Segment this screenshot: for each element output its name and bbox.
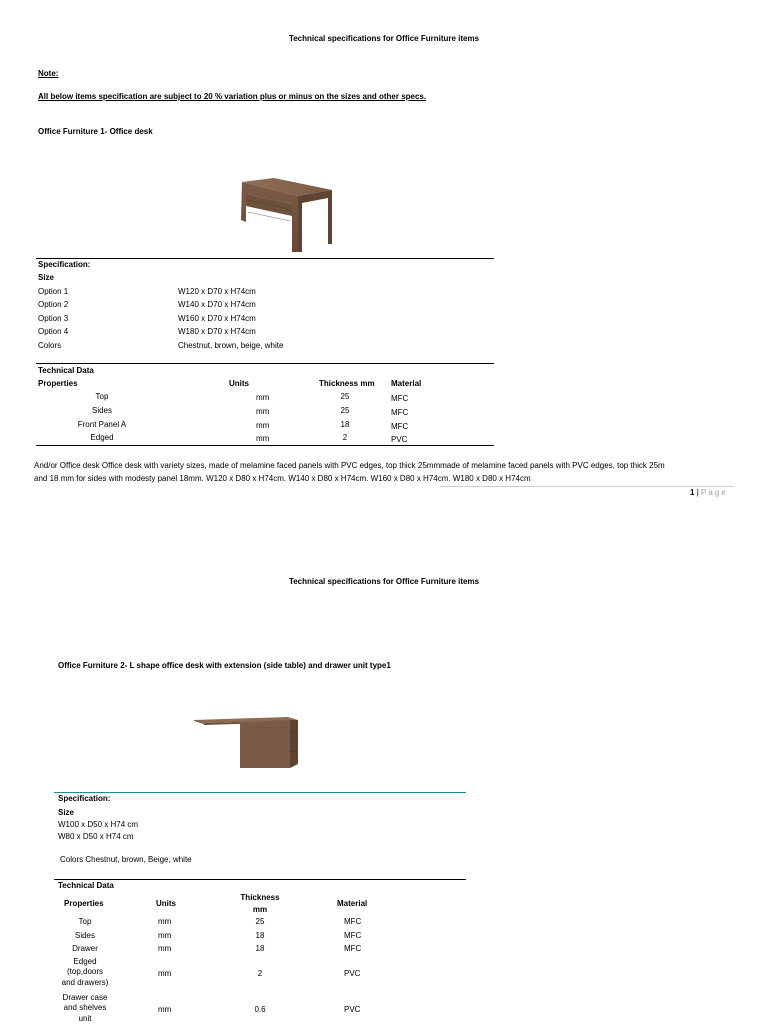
colors-value-2: Colors Chestnut, brown, Beige, white: [60, 855, 192, 864]
table-row-thickness: 2: [257, 969, 263, 978]
table-bottom-rule-1: [36, 445, 494, 446]
table-row-material: PVC: [344, 1005, 361, 1014]
table-row-property: Top: [78, 917, 92, 926]
table-row-thickness: 25: [255, 917, 265, 926]
table-row-thickness: 0.6: [254, 1005, 266, 1014]
tech-rule-2: [54, 879, 466, 880]
property-line: unit: [78, 1013, 92, 1023]
l-shape-desk-image: [192, 714, 302, 772]
table-row-unit: mm: [158, 917, 172, 926]
table-row-material: MFC: [391, 394, 409, 403]
table-row-property: Top: [95, 392, 109, 401]
table-row-thickness: 18: [340, 420, 350, 429]
option-4-value: W180 x D70 x H74cm: [178, 327, 256, 336]
table-row-unit: mm: [256, 407, 270, 416]
table-row-material: MFC: [391, 408, 409, 417]
header-material-2: Material: [337, 899, 368, 908]
option-4-label: Option 4: [38, 327, 69, 336]
table-row-unit: mm: [158, 944, 172, 953]
table-row-thickness: 25: [340, 406, 350, 415]
option-1-value: W120 x D70 x H74cm: [178, 287, 256, 296]
office-desk-image: [236, 176, 336, 256]
spec-label-2: Specification:: [58, 794, 111, 803]
item1-heading: Office Furniture 1- Office desk: [38, 127, 153, 136]
description-line-2: and 18 mm for sides with modesty panel 18mm. W120 x D80 x H74cm. W140 x D80 x H74cm. W160 x D80 x H74cm. W180 x D80 x H74cm: [34, 474, 531, 483]
option-3-value: W160 x D70 x H74cm: [178, 314, 256, 323]
page-separator: |: [696, 488, 699, 497]
table-row-material: MFC: [344, 931, 362, 940]
header-thickness-line1: Thickness: [240, 893, 280, 902]
table-row-unit: mm: [158, 1005, 172, 1014]
table-row-unit: mm: [158, 969, 172, 978]
table-row-unit: mm: [256, 434, 270, 443]
table-row-property-multiline: [50, 993, 120, 1024]
table-row-material: PVC: [344, 969, 361, 978]
table-row-unit: mm: [256, 393, 270, 402]
tech-label-2: Technical Data: [58, 881, 114, 890]
table-row-material: MFC: [344, 917, 362, 926]
size-2-value: W80 x D50 x H74 cm: [58, 832, 134, 841]
page1-title: Technical specifications for Office Furniture items: [288, 34, 480, 43]
property-line: Edged: [73, 957, 97, 966]
table-row-thickness: 25: [340, 392, 350, 401]
header-thickness-line2: mm: [252, 905, 268, 914]
option-1-label: Option 1: [38, 287, 69, 296]
table-row-property: Sides: [91, 406, 112, 415]
option-3-label: Option 3: [38, 314, 69, 323]
size-label-2: Size: [58, 808, 75, 817]
header-properties-2: Properties: [64, 899, 104, 908]
header-properties-1: Properties: [38, 379, 78, 388]
property-line: Drawer case: [62, 993, 108, 1002]
description-line-1: And/or Office desk Office desk with variety sizes, made of melamine faced panels with PVC edges, top thick 25mmmade of melamine faced panels with PVC edges, top thick 25m: [34, 461, 665, 470]
table-row-property-multiline: [50, 957, 120, 988]
table-row-property: Drawer: [72, 944, 98, 953]
spec-label-1: Specification:: [38, 260, 91, 269]
property-line: (top,doors: [66, 967, 104, 977]
size-label-1: Size: [38, 273, 55, 282]
page-footer: [690, 488, 728, 498]
table-row-property: Sides: [74, 931, 95, 940]
table-row-material: MFC: [344, 944, 362, 953]
tech-label-1: Technical Data: [38, 366, 94, 375]
footer-rule: [440, 486, 734, 487]
page-word: Page: [701, 488, 728, 497]
option-2-label: Option 2: [38, 300, 69, 309]
note-label: Note:: [38, 69, 59, 78]
table-row-material: MFC: [391, 422, 409, 431]
note-text: All below items specification are subject to 20 % variation plus or minus on the sizes and other specs.: [38, 92, 427, 101]
option-2-value: W140 x D70 x H74cm: [178, 300, 256, 309]
header-material-1: Material: [391, 379, 422, 388]
colors-label: Colors: [38, 341, 62, 350]
table-row-unit: mm: [256, 421, 270, 430]
property-line: and drawers): [61, 977, 109, 987]
table-row-material: PVC: [391, 435, 408, 444]
colors-value: Chestnut, brown, beige, white: [178, 341, 284, 350]
table-row-unit: mm: [158, 931, 172, 940]
header-units-1: Units: [229, 379, 249, 388]
table-row-thickness: 18: [255, 931, 265, 940]
spec-rule-2: [54, 792, 466, 793]
header-units-2: Units: [156, 899, 176, 908]
table-row-thickness: 18: [255, 944, 265, 953]
header-thickness-2: [230, 893, 290, 915]
header-thickness-1: Thickness mm: [319, 379, 375, 388]
spec-rule-1: [36, 258, 494, 259]
page2-title: Technical specifications for Office Furniture items: [288, 577, 480, 586]
tech-rule-1: [36, 363, 494, 364]
table-row-property: Front Panel A: [77, 420, 127, 429]
item2-heading: Office Furniture 2- L shape office desk with extension (side table) and drawer unit type1: [58, 661, 391, 670]
table-row-property: Edged: [90, 433, 114, 442]
page-number: 1: [690, 488, 695, 497]
table-row-thickness: 2: [342, 433, 348, 442]
size-1-value: W100 x D50 x H74 cm: [58, 820, 139, 829]
property-line: and shelves: [63, 1003, 107, 1013]
